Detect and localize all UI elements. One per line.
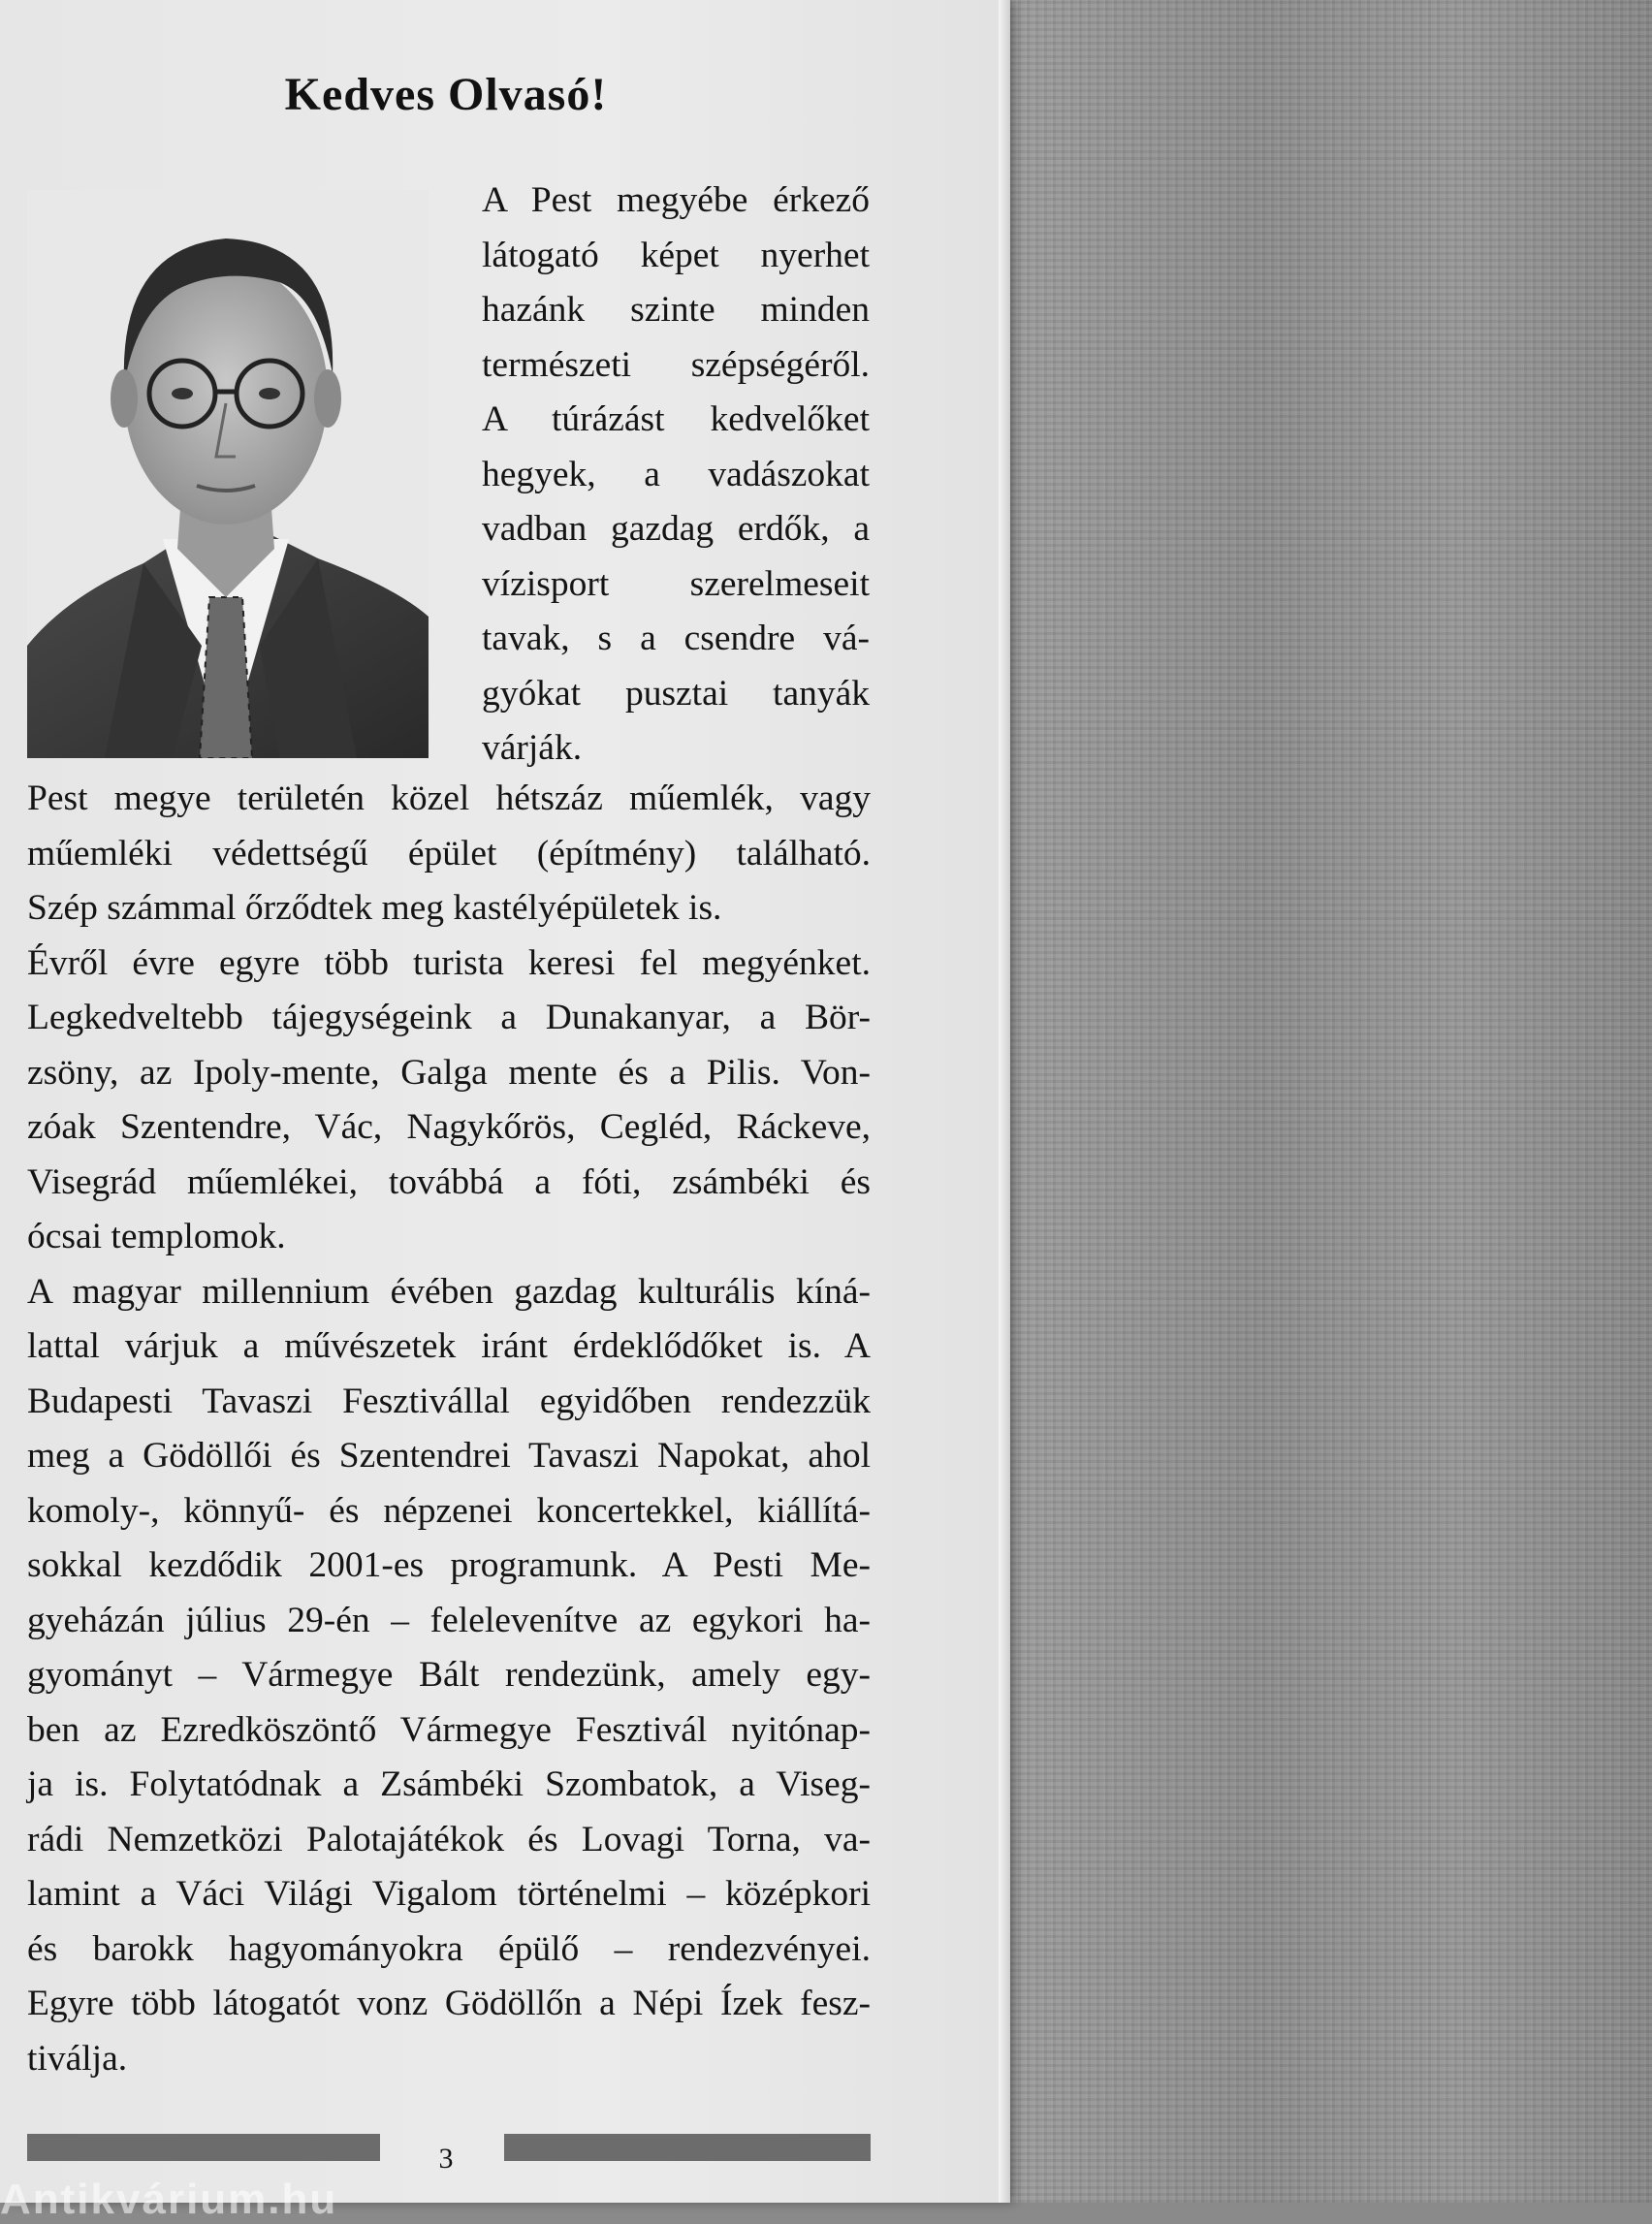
page-number: 3 [438, 2143, 454, 2175]
portrait-photo [27, 190, 429, 758]
body-line: zóak Szentendre, Vác, Nagykőrös, Cegléd, Ráckeve, [27, 1107, 871, 1147]
body-line: és barokk hagyományokra épülő – rendezvényei. [27, 1928, 871, 1969]
intro-line: vadban gazdag erdők, a [482, 509, 870, 549]
page-title: Kedves Olvasó! [284, 69, 608, 120]
body-line: komoly-, könnyű- és népzenei koncertekkel, kiállítá- [27, 1490, 871, 1531]
body-line: lamint a Váci Világi Vigalom történelmi – középkori [27, 1874, 871, 1914]
body-line: ben az Ezredköszöntő Vármegye Fesztivál nyitónap- [27, 1709, 871, 1750]
body-line: tiválja. [27, 2038, 128, 2079]
body-line: rádi Nemzetközi Palotajátékok és Lovagi Torna, va- [27, 1819, 871, 1859]
body-line: ja is. Folytatódnak a Zsámbéki Szombatok, a Viseg- [27, 1764, 871, 1804]
body-line: A magyar millennium évében gazdag kulturális kíná- [27, 1271, 871, 1312]
intro-line: várják. [482, 728, 583, 768]
body-line: lattal várjuk a művészetek iránt érdeklődőket is. A [27, 1326, 871, 1366]
intro-line: A Pest megyébe érkező [482, 180, 870, 220]
body-line: Évről évre egyre több turista keresi fel megyénket. [27, 942, 871, 983]
body-line: gyományt – Vármegye Bált rendezünk, amely egy- [27, 1655, 871, 1695]
body-line: Legkedveltebb tájegységeink a Dunakanyar, a Bör- [27, 998, 871, 1037]
body-line: Egyre több látogatót vonz Gödöllőn a Népi Ízek fesz- [27, 1984, 871, 2023]
intro-line: hegyek, a vadászokat [482, 454, 870, 494]
intro-line: látogató képet nyerhet [482, 235, 870, 275]
intro-line: hazánk szinte minden [482, 290, 870, 330]
body-line: műemléki védettségű épület (építmény) található. [27, 833, 871, 874]
body-line: sokkal kezdődik 2001-es programunk. A Pesti Me- [27, 1545, 871, 1585]
body-line: zsöny, az Ipoly-mente, Galga mente és a Pilis. Von- [27, 1052, 871, 1093]
body-line: Pest megye területén közel hétszáz műemlék, vagy [27, 778, 871, 818]
intro-line: vízisport szerelmeseit [482, 563, 870, 604]
intro-line: tavak, s a csendre vá- [482, 619, 870, 658]
background-paper [999, 0, 1652, 2203]
footer-bar-right [504, 2134, 871, 2161]
intro-line: gyókat pusztai tanyák [482, 673, 870, 714]
intro-line: természeti szépségéről. [482, 344, 870, 385]
footer-bar-left [27, 2134, 380, 2161]
watermark: Antikvárium.hu [0, 2176, 338, 2223]
body-line: gyeházán július 29-én – felelevenítve az egykori ha- [27, 1600, 871, 1640]
body-line: ócsai templomok. [27, 1217, 286, 1256]
intro-line: A túrázást kedvelőket [482, 399, 870, 439]
intro-paragraph [482, 174, 870, 777]
body-line: Visegrád műemlékei, továbbá a fóti, zsámbéki és [27, 1161, 871, 1202]
page-edge [999, 0, 1010, 2203]
body-text [27, 772, 871, 2086]
body-line: Budapesti Tavaszi Fesztivállal egyidőben rendezzük [27, 1381, 871, 1421]
body-line: Szép számmal őrződtek meg kastélyépületek is. [27, 888, 722, 928]
body-line: meg a Gödöllői és Szentendrei Tavaszi Napokat, ahol [27, 1436, 871, 1476]
portrait-illustration [27, 190, 429, 758]
